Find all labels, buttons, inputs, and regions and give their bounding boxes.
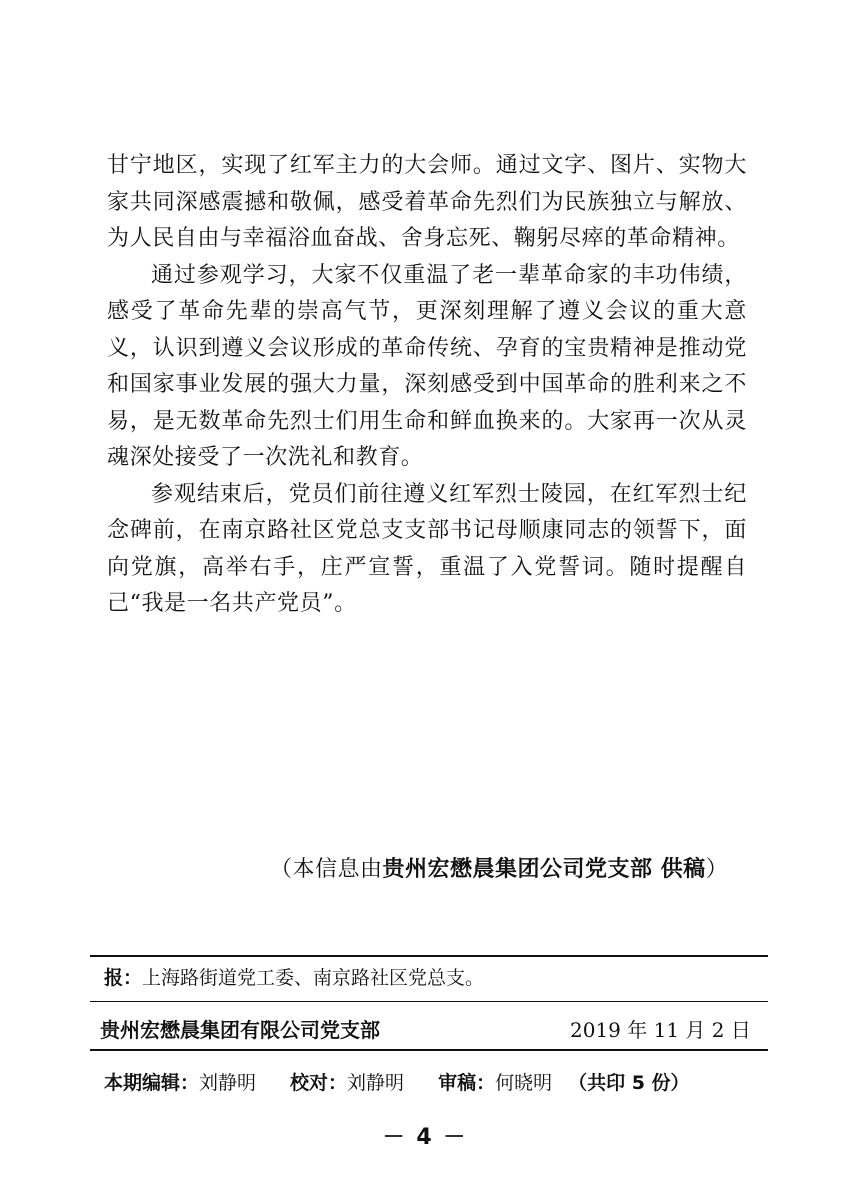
distribution-recipients: 上海路街道党工委、南京路社区党总支。 xyxy=(142,967,485,989)
print-copies: （共印 5 份） xyxy=(568,1072,690,1094)
paragraph-line: 参观结束后，党员们前往遵义红军烈士陵园，在红军烈士纪念碑 xyxy=(107,481,747,543)
paragraph-line: 前，在南京路社区党总支支部书记母顺康同志的领誓下，面向党旗， xyxy=(107,518,747,580)
footer-rule-top xyxy=(90,955,768,957)
credit-organization: 贵州宏懋晨集团公司党支部 供稿 xyxy=(382,856,706,882)
distribution-label: 报： xyxy=(104,967,143,989)
paragraph-line: 由与幸福浴血奋战、舍身忘死、鞠躬尽瘁的革命精神。 xyxy=(197,226,740,251)
reviewer-name: 何晓明 xyxy=(495,1072,553,1094)
issuing-organization: 贵州宏懋晨集团有限公司党支部 xyxy=(100,1018,380,1042)
body-text xyxy=(107,148,747,623)
footer-rule-bottom xyxy=(90,1049,768,1051)
page-number: － 4 － xyxy=(382,1125,468,1150)
source-credit xyxy=(270,852,728,883)
paragraph-3 xyxy=(107,477,747,623)
footer-rule-middle xyxy=(90,1001,768,1002)
distribution-line xyxy=(104,963,484,990)
credit-prefix: （本信息由 xyxy=(270,857,383,882)
paragraph-line: 通过参观学习，大家不仅重温了老一辈革命家的丰功伟绩，感受 xyxy=(107,262,747,324)
issue-date: 2019 年 11 月 2 日 xyxy=(570,1018,751,1042)
proofreader-label: 校对： xyxy=(290,1072,348,1094)
paragraph-line: 了革命先辈的崇高气节，更深刻理解了遵义会议的重大意义，认识到 xyxy=(107,299,747,361)
credit-suffix: ） xyxy=(705,857,729,882)
paragraph-line: 的强大力量，深刻感受到中国革命的胜利来之不易，是无数革命先烈 xyxy=(107,372,748,434)
paragraph-1 xyxy=(107,148,747,258)
paragraph-line: 士们用生命和鲜血换来的。大家再一次从灵魂深处接受了一次洗礼和 xyxy=(107,408,747,470)
paragraph-line: 遵义会议形成的革命传统、孕育的宝贵精神是推动党和国家事业发展 xyxy=(107,335,747,397)
paragraph-line: 同深感震撼和敬佩，感受着革命先烈们为民族独立与解放、为人民自 xyxy=(107,189,747,251)
paragraph-line: 甘宁地区，实现了红军主力的大会师。通过文字、图片、实物大家共 xyxy=(107,153,747,215)
reviewer-label: 审稿： xyxy=(438,1072,496,1094)
paragraph-2 xyxy=(107,258,747,477)
staff-credits xyxy=(104,1068,690,1095)
paragraph-line: 产党员”。 xyxy=(254,591,357,616)
editor-name: 刘静明 xyxy=(199,1072,257,1094)
paragraph-line: 教育。 xyxy=(355,445,424,470)
paragraph-line: 高举右手，庄严宣誓，重温了入党誓词。随时提醒自己“我是一名共 xyxy=(107,554,747,616)
editor-label: 本期编辑： xyxy=(104,1072,200,1094)
proofreader-name: 刘静明 xyxy=(347,1072,405,1094)
